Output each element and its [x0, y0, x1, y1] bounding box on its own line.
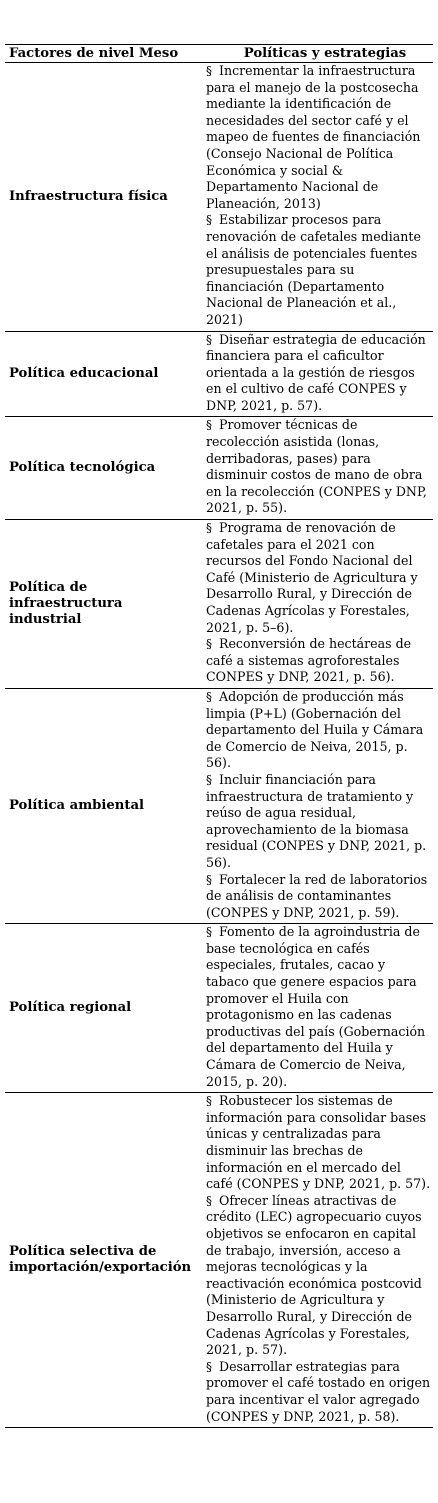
section-bullet-icon: §: [206, 521, 212, 536]
section-bullet-icon: §: [206, 64, 212, 78]
policy-item-text: Desarrollar estrategias para promover el café tostado en origen para incentivar el valor agregado (CONPES y DNP, 2021, p. 58).: [206, 1358, 431, 1424]
table-body: [5, 63, 433, 1428]
policy-item-text: Diseñar estrategia de educación financiera para el caficultor orientada a la gestión de riesgos en el cultivo de café CONPES y DNP, 2021, p. 57).: [206, 331, 426, 413]
section-bullet-icon: §: [206, 332, 212, 347]
policy-cell: [201, 520, 433, 689]
policy-item: [206, 872, 431, 922]
policy-item: [206, 332, 431, 415]
policies-table: [5, 44, 433, 1428]
policy-item-text: Promover técnicas de recolección asistida (lonas, derribadoras, pases) para disminuir costos de mano de obra en la recolección (CONPES y DNP, 2021, p. 55).: [206, 417, 427, 516]
table-row: [5, 520, 433, 689]
factor-cell: Política ambiental: [9, 798, 144, 814]
policy-cell: [201, 63, 433, 332]
policy-item-text: Programa de renovación de cafetales para el 2021 con recursos del Fondo Nacional del Café (Ministerio de Agricultura y Desarrollo Rural, y Dirección de Cadenas Agrícolas y Forestales, 2021, p. 5–6).: [206, 520, 418, 635]
section-bullet-icon: §: [206, 925, 212, 940]
factor-cell: Política de infraestructura industrial: [9, 580, 123, 627]
table-row: [5, 417, 433, 520]
section-bullet-icon: §: [206, 689, 212, 704]
policy-item: [206, 1359, 431, 1425]
section-bullet-icon: §: [206, 872, 212, 887]
policy-item: [206, 772, 431, 872]
policy-item-text: Robustecer los sistemas de información para consolidar bases únicas y centralizadas para disminuir las brechas de información en el mercado del café (CONPES y DNP, 2021, p. 57).: [206, 1093, 431, 1192]
factor-cell: Política selectiva de importación/exportación: [9, 1244, 192, 1276]
section-bullet-icon: §: [206, 1193, 212, 1208]
section-bullet-icon: §: [206, 772, 212, 787]
policy-item: [206, 636, 431, 686]
section-bullet-icon: §: [206, 1359, 212, 1374]
table-row: [5, 63, 433, 332]
factor-cell: Infraestructura física: [9, 188, 168, 204]
policy-item: [206, 212, 431, 328]
header-policies: Políticas y estrategias: [243, 46, 407, 61]
policy-item: [206, 417, 431, 517]
table-row: [5, 924, 433, 1093]
section-bullet-icon: §: [206, 418, 212, 433]
policy-item: [206, 924, 431, 1090]
policy-item: [206, 689, 431, 772]
policy-cell: [201, 417, 433, 520]
policy-item: [206, 1193, 431, 1359]
policy-item-text: Incrementar la infraestructura para el manejo de la postcosecha mediante la identificación de necesidades del sector café y el mapeo de fuentes de financiación (Consejo Nacional de Política Económica y social & Departamento Nacional de Planeación, 2013): [206, 63, 421, 211]
policy-item-text: Adopción de producción más limpia (P+L) (Gobernación del departamento del Huila y Cámara de Comercio de Neiva, 2015, p. 56).: [206, 688, 424, 771]
table-row: [5, 1093, 433, 1428]
header-row: [5, 45, 433, 63]
policy-item: [206, 520, 431, 636]
header-factors: Factores de nivel Meso: [9, 46, 179, 61]
policy-item-text: Fomento de la agroindustria de base tecnológica en cafés especiales, frutales, cacao y tabaco que genere espacios para promover el Huila con protagonismo en las cadenas productivas del país (Gobernación del departamento del Huila y Cámara de Comercio de Neiva, 2015, p. 20).: [206, 924, 426, 1089]
table-row: [5, 331, 433, 417]
policy-cell: [201, 1093, 433, 1428]
section-bullet-icon: §: [206, 1094, 212, 1109]
section-bullet-icon: §: [206, 213, 212, 228]
policy-item: [206, 63, 431, 212]
policy-item-text: Estabilizar procesos para renovación de cafetales mediante el análisis de potenciales fuentes presupuestales para su financiación (Departamento Nacional de Planeación et al., 2021): [206, 212, 421, 327]
table-row: [5, 688, 433, 923]
policy-cell: [201, 924, 433, 1093]
policy-item-text: Fortalecer la red de laboratorios de análisis de contaminantes (CONPES y DNP, 2021, p. 59).: [206, 871, 428, 920]
policy-cell: [201, 331, 433, 417]
factor-cell: Política tecnológica: [9, 460, 156, 476]
policy-item: [206, 1093, 430, 1191]
factor-cell: Política educacional: [9, 365, 159, 381]
policy-item-text: Reconversión de hectáreas de café a sistemas agroforestales CONPES y DNP, 2021, p. 56).: [206, 636, 412, 685]
policy-item-text: Ofrecer líneas atractivas de crédito (LEC) agropecuario cuyos objetivos se enfocaron en capital de trabajo, inversión, acceso a mejoras tecnológicas y la reactivación económica postcovid (Ministerio de Agricultura y Desarrollo Rural, y Dirección de Cadenas Agrícolas y Forestales, 2021, p. 57).: [206, 1192, 422, 1358]
policy-cell: [201, 688, 433, 923]
section-bullet-icon: §: [206, 637, 212, 652]
factor-cell: Política regional: [9, 1000, 132, 1016]
policy-item-text: Incluir financiación para infraestructura de tratamiento y reúso de agua residual, aprovechamiento de la biomasa residual (CONPES y DNP, 2021, p. 56).: [206, 771, 427, 870]
